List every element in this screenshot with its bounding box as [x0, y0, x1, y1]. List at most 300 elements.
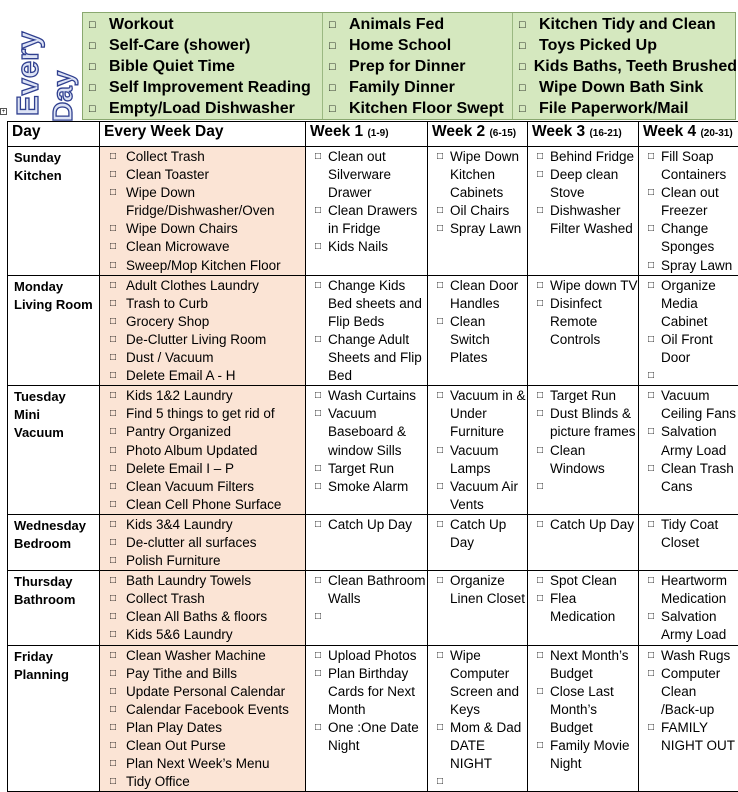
checkbox-icon[interactable]: □	[428, 442, 450, 478]
checkbox-icon[interactable]: □	[639, 277, 661, 331]
daily-task-label: Animals Fed	[349, 16, 444, 34]
checkbox-icon[interactable]: □	[306, 202, 328, 238]
task-label: One :One Date Night	[328, 719, 427, 755]
task-item[interactable]	[306, 331, 427, 385]
week-1-cell	[306, 571, 428, 645]
checkbox-icon[interactable]: □	[306, 608, 328, 626]
task-item[interactable]	[528, 442, 638, 478]
daily-task-label: Workout	[109, 16, 174, 34]
task-item[interactable]	[428, 277, 527, 313]
task-item[interactable]	[306, 478, 427, 496]
task-item[interactable]	[100, 572, 305, 590]
checkbox-icon[interactable]: □	[100, 387, 126, 405]
task-label: Fill Soap Containers	[661, 148, 738, 184]
week-2-cell	[428, 645, 528, 792]
task-item[interactable]	[100, 423, 305, 441]
daily-task-label: Bible Quiet Time	[109, 58, 235, 76]
week-4-cell	[639, 514, 738, 570]
task-item[interactable]	[306, 572, 427, 608]
task-label: Vacuum Lamps	[450, 442, 527, 478]
task-label: Plan Birthday Cards for Next Month	[328, 665, 427, 719]
checkbox-icon[interactable]: □	[100, 349, 126, 367]
task-item[interactable]	[306, 516, 427, 534]
title-every: Every	[10, 31, 45, 116]
checkbox-icon[interactable]: □	[528, 295, 550, 349]
daily-task-item[interactable]	[323, 98, 512, 119]
day-cell	[8, 147, 100, 276]
task-item[interactable]	[100, 184, 305, 220]
task-label	[550, 478, 638, 496]
task-item[interactable]	[100, 755, 305, 773]
task-label: Wipe Computer Screen and Keys	[450, 647, 527, 719]
checkbox-icon[interactable]: □	[100, 626, 126, 644]
task-item[interactable]	[639, 647, 738, 665]
task-item[interactable]	[100, 496, 305, 514]
task-item[interactable]	[528, 295, 638, 349]
task-label: Calendar Facebook Events	[126, 701, 305, 719]
checkbox-icon[interactable]: □	[639, 572, 661, 608]
checkbox-icon[interactable]: □	[639, 423, 661, 459]
checkbox-icon[interactable]: □	[100, 442, 126, 460]
task-list	[639, 515, 738, 552]
checkbox-icon[interactable]: □	[100, 478, 126, 496]
checkbox-icon[interactable]: □	[513, 61, 534, 73]
checkbox-icon[interactable]: □	[100, 148, 126, 166]
task-item[interactable]	[100, 552, 305, 570]
checkbox-icon[interactable]: □	[639, 608, 661, 644]
task-item[interactable]	[639, 277, 738, 331]
task-item[interactable]	[100, 701, 305, 719]
task-item[interactable]	[100, 442, 305, 460]
task-item[interactable]	[528, 148, 638, 166]
checkbox-icon[interactable]: □	[306, 238, 328, 256]
task-item[interactable]	[639, 387, 738, 423]
daily-task-item[interactable]	[83, 57, 322, 78]
task-label: Delete Email I – P	[126, 460, 305, 478]
task-label: Heartworm Medication	[661, 572, 738, 608]
checkbox-icon[interactable]: □	[639, 647, 661, 665]
task-item[interactable]	[639, 423, 738, 459]
checkbox-icon[interactable]: □	[428, 478, 450, 514]
checkbox-icon[interactable]: □	[428, 719, 450, 773]
checkbox-icon[interactable]: □	[306, 719, 328, 755]
table-row	[8, 147, 738, 276]
task-list	[639, 646, 738, 756]
task-item[interactable]	[528, 277, 638, 295]
checkbox-icon[interactable]: □	[100, 608, 126, 626]
checkbox-icon[interactable]: □	[100, 423, 126, 441]
weekly-schedule-table	[7, 121, 738, 792]
task-item[interactable]	[100, 148, 305, 166]
task-item[interactable]	[306, 148, 427, 202]
task-label: Clean Toaster	[126, 166, 305, 184]
task-label: Pay Tithe and Bills	[126, 665, 305, 683]
task-item[interactable]	[306, 202, 427, 238]
checkbox-icon[interactable]: □	[528, 516, 550, 534]
checkbox-icon[interactable]: □	[528, 647, 550, 683]
checkbox-icon[interactable]: □	[100, 460, 126, 478]
every-week-day-cell	[100, 571, 306, 645]
task-item[interactable]	[528, 202, 638, 238]
checkbox-icon[interactable]: □	[639, 331, 661, 367]
task-item[interactable]	[306, 405, 427, 459]
task-item[interactable]	[428, 202, 527, 220]
daily-task-item[interactable]	[513, 77, 737, 98]
task-item[interactable]	[100, 590, 305, 608]
task-list	[306, 386, 427, 496]
day-focus-area: Living Room	[14, 296, 93, 314]
task-item[interactable]	[639, 665, 738, 719]
task-label: Polish Furniture	[126, 552, 305, 570]
task-item[interactable]	[100, 238, 305, 256]
task-item[interactable]	[639, 608, 738, 644]
task-item[interactable]	[639, 257, 738, 275]
checkbox-icon[interactable]: □	[528, 277, 550, 295]
checkbox-icon[interactable]: □	[639, 220, 661, 256]
checkbox-icon[interactable]: □	[100, 647, 126, 665]
checkbox-icon[interactable]: □	[100, 516, 126, 534]
task-item[interactable]	[100, 295, 305, 313]
task-label: Spot Clean	[550, 572, 638, 590]
task-item[interactable]	[100, 460, 305, 478]
table-row	[8, 275, 738, 386]
checkbox-icon[interactable]: □	[306, 516, 328, 534]
task-list	[639, 276, 738, 386]
checkbox-icon[interactable]: □	[323, 19, 349, 31]
week-1-cell	[306, 147, 428, 276]
task-item[interactable]	[528, 516, 638, 534]
every-week-day-cell	[100, 514, 306, 570]
task-item[interactable]	[639, 220, 738, 256]
checkbox-icon[interactable]: □	[323, 82, 349, 94]
checkbox-icon[interactable]: □	[639, 516, 661, 552]
every-week-day-cell	[100, 645, 306, 792]
task-item[interactable]	[639, 516, 738, 552]
checkbox-icon[interactable]: □	[528, 683, 550, 737]
checkbox-icon[interactable]: □	[100, 737, 126, 755]
task-label: Dust Blinds & picture frames	[550, 405, 638, 441]
daily-task-item[interactable]	[83, 15, 322, 36]
daily-task-label: File Paperwork/Mail	[539, 100, 688, 118]
task-item[interactable]	[639, 367, 738, 385]
checkbox-icon[interactable]: □	[528, 442, 550, 478]
task-item[interactable]	[639, 460, 738, 496]
task-label: Salvation Army Load	[661, 608, 738, 644]
task-label: Flea Medication	[550, 590, 638, 626]
checkbox-icon[interactable]: □	[100, 496, 126, 514]
task-item[interactable]	[428, 442, 527, 478]
task-item[interactable]	[100, 534, 305, 552]
task-item[interactable]	[306, 277, 427, 331]
checkbox-icon[interactable]: □	[639, 387, 661, 423]
checkbox-icon[interactable]: □	[513, 103, 539, 115]
checkbox-icon[interactable]: □	[323, 103, 349, 115]
week-3-cell	[528, 147, 639, 276]
checkbox-icon[interactable]: □	[306, 665, 328, 719]
task-label: Change Sponges	[661, 220, 738, 256]
task-item[interactable]	[428, 719, 527, 773]
daily-task-label: Wipe Down Bath Sink	[539, 79, 703, 97]
task-item[interactable]	[428, 516, 527, 552]
checkbox-icon[interactable]: □	[100, 220, 126, 238]
week-1-cell	[306, 645, 428, 792]
week-4-cell	[639, 147, 738, 276]
checkbox-icon[interactable]: □	[100, 773, 126, 791]
task-item[interactable]	[100, 349, 305, 367]
task-item[interactable]	[306, 647, 427, 665]
task-item[interactable]	[639, 719, 738, 755]
checkbox-icon[interactable]: □	[100, 295, 126, 313]
checkbox-icon[interactable]: □	[100, 313, 126, 331]
task-list	[100, 276, 305, 386]
table-move-handle[interactable]: +	[0, 108, 7, 115]
checkbox-icon[interactable]: □	[83, 103, 109, 115]
task-label	[661, 367, 738, 385]
task-item[interactable]	[528, 572, 638, 590]
checkbox-icon[interactable]: □	[100, 665, 126, 683]
task-item[interactable]	[100, 313, 305, 331]
task-item[interactable]	[100, 331, 305, 349]
checkbox-icon[interactable]: □	[513, 40, 539, 52]
checkbox-icon[interactable]: □	[639, 719, 661, 755]
daily-task-item[interactable]	[513, 57, 737, 78]
checkbox-icon[interactable]: □	[513, 82, 539, 94]
task-item[interactable]	[100, 367, 305, 385]
checkbox-icon[interactable]: □	[83, 40, 109, 52]
checkbox-icon[interactable]: □	[528, 202, 550, 238]
checkbox-icon[interactable]: □	[100, 534, 126, 552]
header-week-3: Week 3 (16-21)	[528, 122, 639, 147]
task-item[interactable]	[100, 737, 305, 755]
checkbox-icon[interactable]: □	[100, 166, 126, 184]
task-label: Clean Washer Machine	[126, 647, 305, 665]
task-item[interactable]	[639, 572, 738, 608]
task-item[interactable]	[528, 590, 638, 626]
task-item[interactable]	[528, 683, 638, 737]
checkbox-icon[interactable]: □	[100, 367, 126, 385]
checkbox-icon[interactable]: □	[528, 405, 550, 441]
task-item[interactable]	[100, 773, 305, 791]
checkbox-icon[interactable]: □	[100, 405, 126, 423]
week-2-cell	[428, 275, 528, 386]
checkbox-icon[interactable]: □	[528, 572, 550, 590]
checkbox-icon[interactable]: □	[428, 387, 450, 441]
week-4-cell	[639, 571, 738, 645]
task-label: Vacuum in & Under Furniture	[450, 387, 527, 441]
task-item[interactable]	[639, 148, 738, 184]
task-item[interactable]	[428, 647, 527, 719]
checkbox-icon[interactable]: □	[306, 277, 328, 331]
task-label: Wipe Down Kitchen Cabinets	[450, 148, 527, 202]
checkbox-icon[interactable]: □	[100, 257, 126, 275]
checkbox-icon[interactable]: □	[100, 572, 126, 590]
week-2-cell	[428, 386, 528, 515]
checkbox-icon[interactable]: □	[513, 19, 539, 31]
checkbox-icon[interactable]: □	[306, 460, 328, 478]
task-item[interactable]	[306, 460, 427, 478]
task-list	[306, 276, 427, 386]
checkbox-icon[interactable]: □	[428, 277, 450, 313]
task-item[interactable]	[100, 719, 305, 737]
task-item[interactable]	[100, 220, 305, 238]
task-list	[306, 515, 427, 534]
task-item[interactable]	[100, 626, 305, 644]
daily-task-item[interactable]	[323, 57, 512, 78]
task-item[interactable]	[306, 238, 427, 256]
task-list	[428, 276, 527, 367]
checkbox-icon[interactable]: □	[306, 387, 328, 405]
checkbox-icon[interactable]: □	[306, 405, 328, 459]
checkbox-icon[interactable]: □	[428, 202, 450, 220]
task-label: Clean Vacuum Filters	[126, 478, 305, 496]
checkbox-icon[interactable]: □	[428, 572, 450, 608]
task-item[interactable]	[528, 737, 638, 773]
task-item[interactable]	[100, 478, 305, 496]
task-item[interactable]	[639, 184, 738, 220]
task-item[interactable]	[306, 665, 427, 719]
checkbox-icon[interactable]: □	[428, 647, 450, 719]
checkbox-icon[interactable]: □	[306, 647, 328, 665]
daily-task-item[interactable]	[513, 15, 737, 36]
checkbox-icon[interactable]: □	[100, 683, 126, 701]
task-item[interactable]	[428, 313, 527, 367]
task-item[interactable]	[428, 773, 527, 791]
daily-task-item[interactable]	[513, 98, 737, 119]
daily-task-item[interactable]	[323, 77, 512, 98]
task-list	[100, 386, 305, 514]
daily-task-item[interactable]	[83, 98, 322, 119]
task-item[interactable]	[100, 608, 305, 626]
task-list	[528, 571, 638, 626]
daily-task-item[interactable]	[323, 36, 512, 57]
checkbox-icon[interactable]: □	[323, 61, 349, 73]
checkbox-icon[interactable]: □	[639, 257, 661, 275]
checkbox-icon[interactable]: □	[428, 220, 450, 238]
task-item[interactable]	[528, 405, 638, 441]
header-week-2: Week 2 (6-15)	[428, 122, 528, 147]
checkbox-icon[interactable]: □	[428, 516, 450, 552]
task-label: Catch Up Day	[328, 516, 427, 534]
checkbox-icon[interactable]: □	[306, 331, 328, 385]
task-item[interactable]	[100, 257, 305, 275]
checkbox-icon[interactable]: □	[100, 590, 126, 608]
task-label: Clean out Freezer	[661, 184, 738, 220]
task-item[interactable]	[100, 516, 305, 534]
task-item[interactable]	[528, 647, 638, 683]
task-item[interactable]	[528, 166, 638, 202]
task-item[interactable]	[528, 478, 638, 496]
checkbox-icon[interactable]: □	[639, 148, 661, 184]
daily-task-item[interactable]	[513, 36, 737, 57]
task-list	[428, 515, 527, 552]
checkbox-icon[interactable]: □	[528, 387, 550, 405]
task-label: Collect Trash	[126, 148, 305, 166]
checkbox-icon[interactable]: □	[100, 701, 126, 719]
task-item[interactable]	[428, 148, 527, 202]
task-label: Delete Email A - H	[126, 367, 305, 385]
checkbox-icon[interactable]: □	[528, 590, 550, 626]
task-item[interactable]	[528, 387, 638, 405]
week-3-cell	[528, 514, 639, 570]
task-label: Oil Front Door	[661, 331, 738, 367]
task-list	[428, 147, 527, 238]
daily-task-item[interactable]	[83, 36, 322, 57]
daily-task-label: Self-Care (shower)	[109, 37, 250, 55]
task-item[interactable]	[306, 387, 427, 405]
checkbox-icon[interactable]: □	[306, 148, 328, 202]
daily-task-item[interactable]	[323, 15, 512, 36]
task-item[interactable]	[100, 665, 305, 683]
checkbox-icon[interactable]: □	[528, 737, 550, 773]
task-item[interactable]	[639, 331, 738, 367]
daily-task-label: Family Dinner	[349, 79, 455, 97]
checkbox-icon[interactable]: □	[100, 184, 126, 220]
week-2-cell	[428, 514, 528, 570]
task-label: Vacuum Air Vents	[450, 478, 527, 514]
checkbox-icon[interactable]: □	[100, 277, 126, 295]
task-item[interactable]	[428, 572, 527, 608]
checkbox-icon[interactable]: □	[100, 719, 126, 737]
task-item[interactable]	[100, 387, 305, 405]
task-list	[100, 646, 305, 792]
task-item[interactable]	[100, 647, 305, 665]
checkbox-icon[interactable]: □	[306, 572, 328, 608]
checkbox-icon[interactable]: □	[528, 148, 550, 166]
checkbox-icon[interactable]: □	[528, 478, 550, 496]
task-item[interactable]	[100, 166, 305, 184]
task-list	[428, 646, 527, 792]
checkbox-icon[interactable]: □	[428, 773, 450, 791]
task-label: FAMILY NIGHT OUT	[661, 719, 738, 755]
task-label: Clean Microwave	[126, 238, 305, 256]
checkbox-icon[interactable]: □	[83, 82, 109, 94]
checkbox-icon[interactable]: □	[428, 313, 450, 367]
task-item[interactable]	[100, 277, 305, 295]
checkbox-icon[interactable]: □	[100, 238, 126, 256]
task-item[interactable]	[100, 405, 305, 423]
checkbox-icon[interactable]: □	[323, 40, 349, 52]
checkbox-icon[interactable]: □	[83, 19, 109, 31]
task-label: Grocery Shop	[126, 313, 305, 331]
task-item[interactable]	[306, 719, 427, 755]
task-label: Photo Album Updated	[126, 442, 305, 460]
task-list	[639, 386, 738, 496]
task-list	[528, 646, 638, 774]
checkbox-icon[interactable]: □	[306, 478, 328, 496]
task-item[interactable]	[428, 387, 527, 441]
daily-task-label: Home School	[349, 37, 451, 55]
daily-task-item[interactable]	[83, 77, 322, 98]
checkbox-icon[interactable]: □	[639, 184, 661, 220]
checkbox-icon[interactable]: □	[100, 552, 126, 570]
task-item[interactable]	[428, 220, 527, 238]
every-day-title	[0, 10, 82, 122]
every-week-day-cell	[100, 275, 306, 386]
checkbox-icon[interactable]: □	[639, 460, 661, 496]
checkbox-icon[interactable]: □	[528, 166, 550, 202]
checkbox-icon[interactable]: □	[100, 331, 126, 349]
task-item[interactable]	[306, 608, 427, 626]
task-item[interactable]	[428, 478, 527, 514]
task-item[interactable]	[100, 683, 305, 701]
checkbox-icon[interactable]: □	[83, 61, 109, 73]
checkbox-icon[interactable]: □	[100, 755, 126, 773]
checkbox-icon[interactable]: □	[428, 148, 450, 202]
day-name: Sunday	[14, 149, 93, 167]
day-cell	[8, 275, 100, 386]
checkbox-icon[interactable]: □	[639, 665, 661, 719]
checkbox-icon[interactable]: □	[639, 367, 661, 385]
